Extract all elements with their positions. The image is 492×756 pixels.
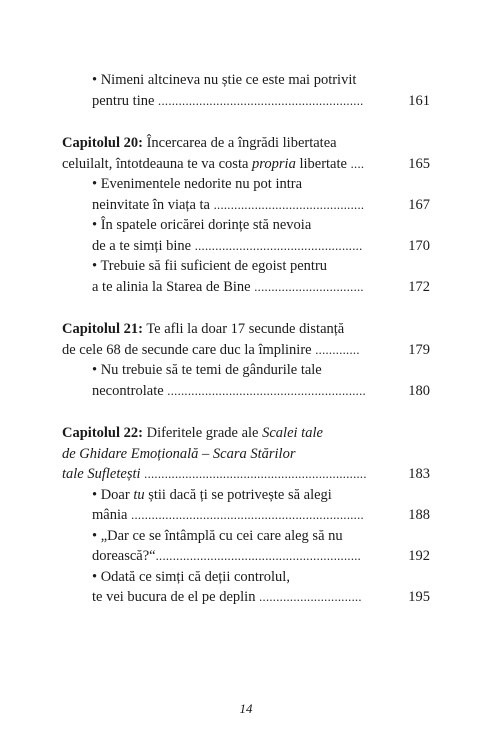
dot-leader: ............................................ <box>213 197 365 212</box>
title-fragment: necontrolate <box>92 382 168 399</box>
chapter-label: Capitolul 20: <box>62 135 143 151</box>
title-fragment: mânia <box>92 507 132 523</box>
dot-leader: ................................ <box>254 279 364 294</box>
toc-entry-line <box>0 236 492 256</box>
title-fragment: tu <box>133 486 145 503</box>
toc-entry-text-line <box>0 319 492 339</box>
section-title-text <box>92 505 364 525</box>
title-fragment: libertate <box>295 155 351 172</box>
toc-entry-text-line <box>0 567 492 587</box>
section-title-text <box>92 587 362 607</box>
title-fragment: pentru tine <box>92 92 159 109</box>
toc-entry-text-line <box>0 215 492 235</box>
toc-entry-line <box>0 587 492 607</box>
section-title-text <box>92 485 332 505</box>
toc-page-number: 195 <box>408 589 430 605</box>
title-fragment: • Odată ce simți că deții controlul, <box>92 568 290 585</box>
title-fragment: • Doar <box>92 486 134 503</box>
toc-entry-line <box>0 277 492 297</box>
dot-leader: ................................................. <box>194 238 363 253</box>
title-fragment: te vei bucura de el pe deplin <box>92 589 260 605</box>
dot-leader: .............................. <box>259 590 362 604</box>
title-fragment: • Nu trebuie să te temi de gândurile tale <box>92 362 322 378</box>
toc-entry-text-line <box>0 133 492 153</box>
toc-entry-text-line <box>0 526 492 546</box>
title-fragment: • Trebuie să fii suficient de egoist pentru <box>92 258 328 274</box>
title-fragment: Te afli la doar 17 secunde distanță <box>142 321 345 337</box>
section-title-text <box>92 567 290 587</box>
chapter-title-text <box>62 423 323 443</box>
section-title-text <box>92 256 327 276</box>
dot-leader: ............. <box>315 342 360 357</box>
dot-leader: ............................................................ <box>158 93 364 108</box>
chapter-label: Capitolul 22: <box>62 425 143 441</box>
section-title-text <box>92 174 302 194</box>
title-fragment: • În spatele oricărei dorințe stă nevoia <box>92 217 312 233</box>
section-title-text <box>92 381 366 401</box>
dot-leader: ............................................................ <box>155 549 362 563</box>
chapter-title-text <box>62 444 295 464</box>
toc-page-number: 170 <box>408 237 430 254</box>
chapter-label: Capitolul 21: <box>62 321 143 337</box>
dot-leader: .... <box>350 156 365 171</box>
section-title-text <box>92 91 364 111</box>
toc-page-number: 192 <box>408 548 430 564</box>
dot-leader: .................................................................... <box>131 508 364 522</box>
toc-entry-text-line <box>0 174 492 194</box>
section-title-text <box>92 215 311 235</box>
title-fragment: • Nimeni altcineva nu știe ce este mai potrivit <box>92 72 357 88</box>
toc-page-number: 161 <box>408 92 430 109</box>
section-title-text <box>92 546 361 566</box>
title-fragment: neinvitate în viața ta <box>92 196 214 213</box>
chapter-title-text <box>62 464 367 484</box>
toc-entry-text-line <box>0 360 492 380</box>
title-fragment: a te alinia la Starea de Bine <box>92 278 255 295</box>
dot-leader: .......................................................... <box>167 383 366 398</box>
title-fragment: Scalei tale <box>262 425 323 441</box>
toc-page-number: 188 <box>408 507 430 523</box>
section-title-text <box>92 526 343 546</box>
title-fragment: • Evenimentele nedorite nu pot intra <box>92 176 303 192</box>
section-title-text <box>92 195 364 215</box>
toc-entry-line <box>0 195 492 215</box>
toc-entry-text-line <box>0 256 492 276</box>
title-fragment: propria <box>252 155 296 172</box>
toc-page-number: 179 <box>408 341 430 358</box>
toc-entry-line <box>0 340 492 360</box>
chapter-title-text <box>62 133 337 153</box>
section-title-text <box>92 277 364 297</box>
chapter-title-text <box>62 319 344 339</box>
section-title-text <box>92 360 322 380</box>
title-fragment: Diferitele grade ale <box>142 425 263 441</box>
title-fragment: tale Sufletești <box>62 466 141 482</box>
toc-entry-line <box>0 154 492 174</box>
toc-page-number: 180 <box>408 382 430 399</box>
toc-entry-text-line <box>0 70 492 90</box>
toc-page-number: 183 <box>408 466 430 482</box>
title-fragment: Încercarea de a îngrădi libertatea <box>142 135 337 151</box>
toc-entry-line <box>0 505 492 525</box>
dot-leader: ................................................................. <box>144 467 367 481</box>
title-fragment: de Ghidare Emoțională – Scara Stărilor <box>62 445 296 462</box>
toc-page-number: 165 <box>408 155 430 172</box>
title-fragment: • „Dar ce se întâmplă cu cei care aleg să nu <box>92 527 343 544</box>
toc-entry-line <box>0 91 492 111</box>
section-title-text <box>92 236 363 256</box>
toc-entry-line <box>0 464 492 484</box>
title-fragment: de cele 68 de secunde care duc la împlinire <box>62 341 316 358</box>
toc-entry-text-line <box>0 444 492 464</box>
toc-entry-line <box>0 381 492 401</box>
title-fragment: celuilalt, întotdeauna te va costa <box>62 155 253 172</box>
title-fragment: știi dacă ți se potrivește să alegi <box>144 486 332 503</box>
section-title-text <box>92 70 356 90</box>
chapter-title-text <box>62 154 364 174</box>
title-fragment: dorească?“ <box>92 548 156 564</box>
toc-page-number: 172 <box>408 278 430 295</box>
toc-entry-line <box>0 546 492 566</box>
chapter-title-text <box>62 340 360 360</box>
toc-entry-text-line <box>0 423 492 443</box>
toc-page-number: 167 <box>408 196 430 213</box>
toc-entry-text-line <box>0 485 492 505</box>
title-fragment: de a te simți bine <box>92 237 195 254</box>
page-number: 14 <box>239 701 253 716</box>
